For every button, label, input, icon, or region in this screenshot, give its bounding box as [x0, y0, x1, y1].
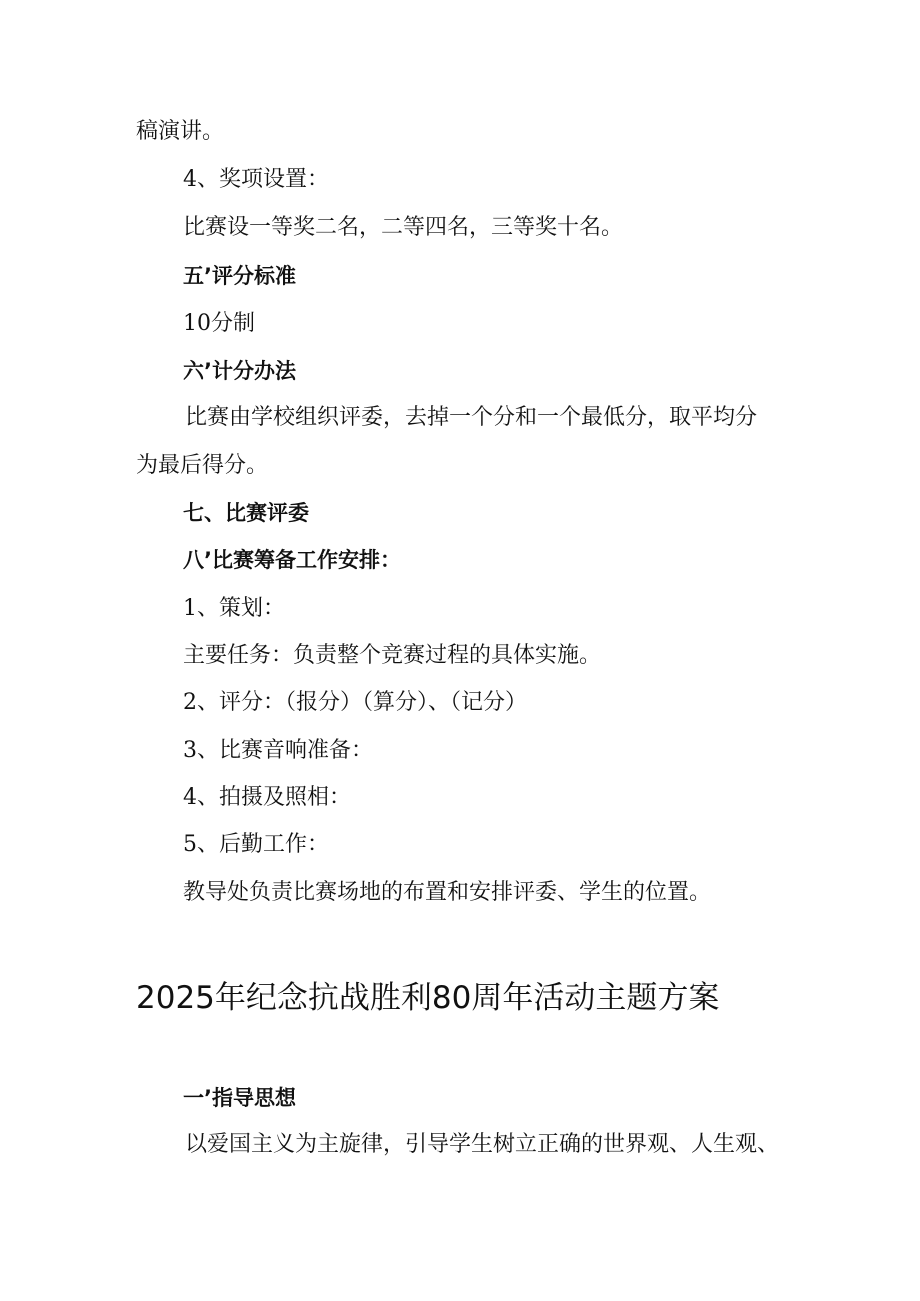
prep-item-5: 5、后勤工作：	[183, 832, 329, 857]
body-text-line: 稿演讲。	[136, 119, 225, 144]
scoring-text: 10分制	[183, 311, 255, 336]
calc-text-line-2: 为最后得分。	[136, 453, 269, 478]
guide-heading: 一’指导思想	[183, 1086, 296, 1110]
prep-item-3: 3、比赛音响准备：	[183, 738, 373, 763]
prep-item-2: 2、评分：（报分）（算分）、（记分）	[183, 690, 527, 715]
document-title: 2025年纪念抗战胜利80周年活动主题方案	[136, 980, 720, 1016]
prep-item-1-task: 主要任务：负责整个竞赛过程的具体实施。	[183, 643, 602, 668]
prep-item-5-text: 教导处负责比赛场地的布置和安排评委、学生的位置。	[183, 880, 712, 905]
awards-subheading: 4、奖项设置：	[183, 167, 329, 192]
guide-text: 以爱国主义为主旋律，引导学生树立正确的世界观、人生观、	[185, 1132, 780, 1157]
prep-item-1: 1、策划：	[183, 596, 285, 621]
judges-heading: 七、比赛评委	[183, 501, 309, 525]
scoring-heading: 五’评分标准	[183, 264, 296, 288]
calc-text-line-1: 比赛由学校组织评委，去掉一个分和一个最低分，取平均分	[185, 405, 758, 430]
calc-heading: 六’计分办法	[183, 359, 296, 383]
awards-text: 比赛设一等奖二名，二等四名，三等奖十名。	[183, 215, 624, 240]
prep-item-4: 4、拍摄及照相：	[183, 785, 351, 810]
prep-heading: 八’比赛筹备工作安排：	[183, 548, 401, 572]
